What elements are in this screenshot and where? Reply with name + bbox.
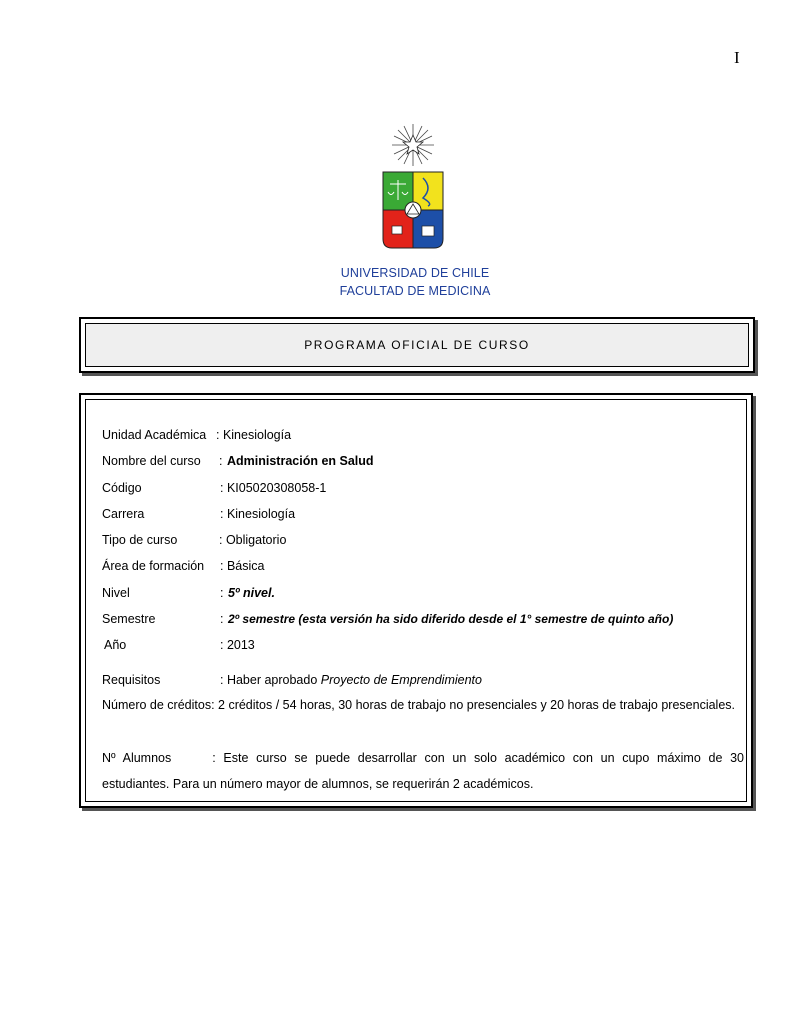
star-icon <box>392 124 434 166</box>
field-prefix: : Haber aprobado <box>220 673 318 687</box>
page-number: I <box>734 48 740 67</box>
field-label: Nivel <box>102 586 130 600</box>
faculty-name: FACULTAD DE MEDICINA <box>339 284 491 298</box>
field-label: Tipo de curso <box>102 533 178 547</box>
field-value: 2º semestre (esta versión ha sido diferido desde el 1° semestre de quinto año) <box>228 612 674 626</box>
title-box <box>79 317 755 373</box>
field-value: 5º nivel. <box>228 586 275 600</box>
field-label: Carrera <box>102 507 145 521</box>
university-crest-logo <box>378 122 448 254</box>
field-separator: : <box>220 612 224 626</box>
field-label: Área de formación <box>102 559 205 573</box>
field-label: Nº Alumnos <box>102 751 172 765</box>
field-value: : 2013 <box>220 638 255 652</box>
field-value: : Básica <box>220 559 265 573</box>
field-value: : Este curso se puede desarrollar con un solo académico con un cupo máximo de 30 estudiantes. Para un número mayor de alumnos, se requerirán 2 académicos. <box>102 751 745 791</box>
field-value: : Kinesiología <box>216 428 292 442</box>
field-label: Semestre <box>102 612 156 626</box>
field-value: : Kinesiología <box>220 507 296 521</box>
field-label: Código <box>102 481 142 495</box>
field-separator: : <box>220 586 224 600</box>
institution-name: UNIVERSIDAD DE CHILE <box>340 266 490 280</box>
field-value: : Obligatorio <box>219 533 287 547</box>
field-separator: : <box>219 454 223 468</box>
shield-icon <box>383 172 443 248</box>
field-value: Administración en Salud <box>227 454 374 468</box>
field-label: Unidad Académica <box>102 428 207 442</box>
field-label: Nombre del curso <box>102 454 201 468</box>
field-label: Año <box>104 638 127 652</box>
field-value: : KI05020308058-1 <box>220 481 327 495</box>
field-value: Proyecto de Emprendimiento <box>320 673 482 687</box>
field-creditos: Número de créditos: 2 créditos / 54 horas, 30 horas de trabajo no presenciales y 20 horas de trabajo presenciales. <box>102 698 736 712</box>
field-alumnos <box>102 745 744 797</box>
document-title: PROGRAMA OFICIAL DE CURSO <box>304 338 530 352</box>
field-label: Requisitos <box>102 673 161 687</box>
